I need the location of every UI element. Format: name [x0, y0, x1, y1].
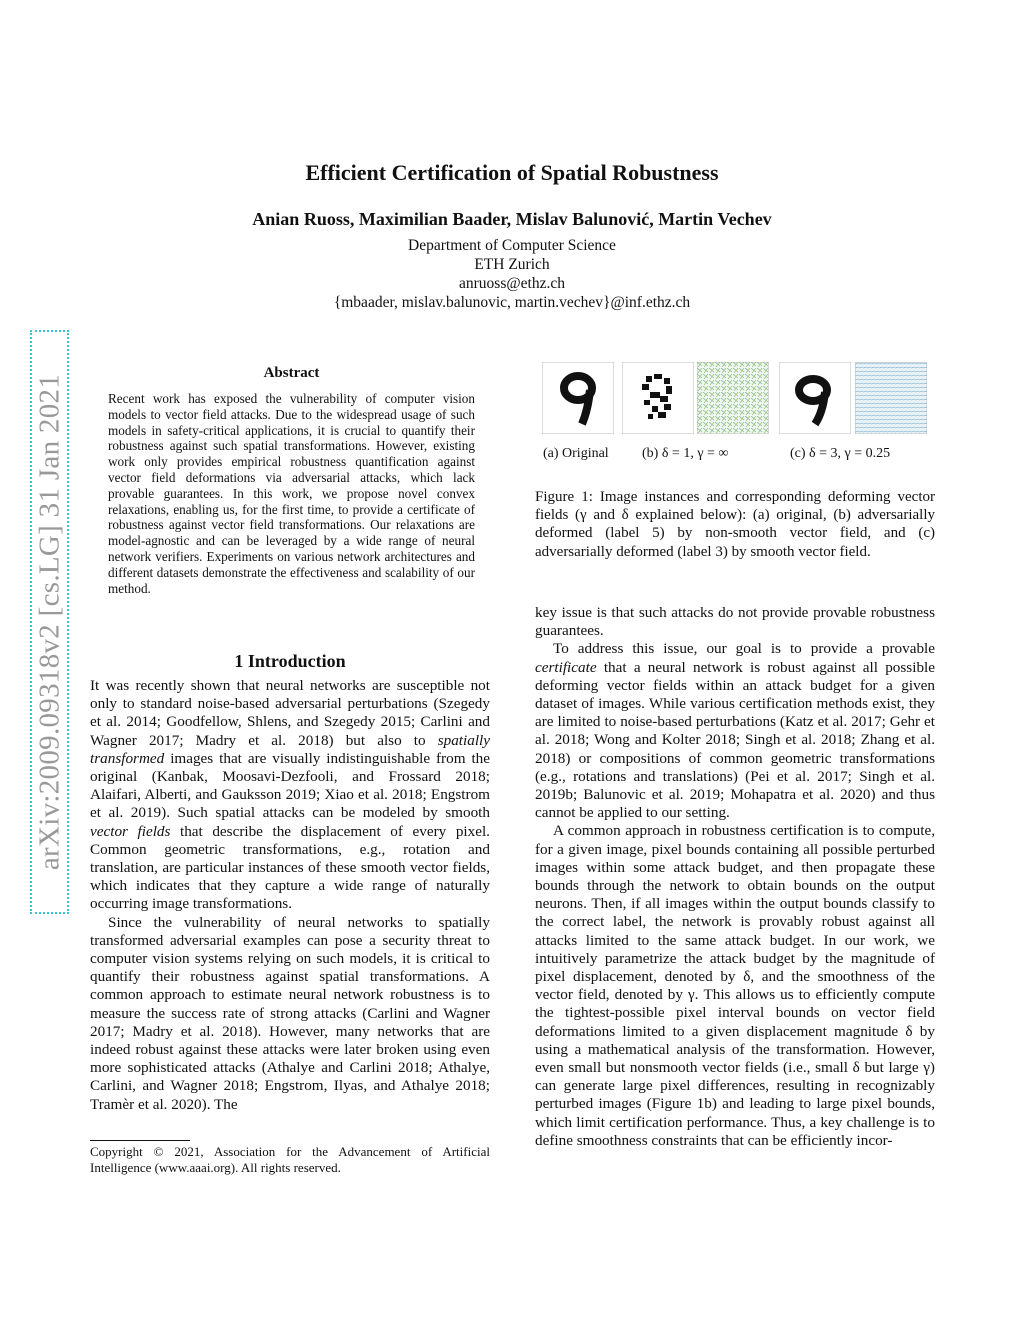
paper-title: Efficient Certification of Spatial Robustness — [305, 160, 719, 185]
figure-smooth-deformed-digit — [779, 362, 851, 434]
figure-nonsmooth-deformed-digit — [622, 362, 694, 434]
affiliation-block — [0, 236, 1024, 312]
left-column-body — [90, 677, 490, 1114]
footnote-rule — [90, 1140, 190, 1141]
subcaption-c: (c) δ = 3, γ = 0.25 — [790, 446, 891, 461]
figure-nonsmooth-vector-field — [697, 362, 769, 434]
affiliation-department: Department of Computer Science — [408, 237, 616, 254]
abstract-heading: Abstract — [263, 365, 320, 381]
affiliation-institution: ETH Zurich — [474, 256, 550, 273]
intro-paragraph-2: Since the vulnerability of neural networks to spatially transformed adversarial examples can pose a security threat to computer vision systems relying on such models, it is critical to quantify their robustness against spatial transformations. A common approach to estimate neural network robustness is to measure the success rate of strong attacks (Carlini and Wagner 2017; Madry et al. 2018). However, many networks that are indeed robust against these attacks were later broken using even more sophisticated attacks (Athalye and Carlini 2018; Athalye, Carlini, and Wagner 2018; Engstrom, Ilyas, and Athalye 2018; Tramèr et al. 2020). The — [90, 913, 490, 1113]
affiliation-emails-group: {mbaader, mislav.balunovic, martin.vechev}@inf.ethz.ch — [333, 294, 691, 311]
subcaption-a: (a) Original — [543, 446, 609, 461]
figure-smooth-vector-field — [855, 362, 927, 434]
right-paragraph-2: To address this issue, our goal is to provide a provable certificate that a neural network is robust against all possible deforming vector fields within an attack budget for a given dataset of images. While various certification methods exist, they are limited to noise-based perturbations (Katz et al. 2017; Gehr et al. 2018; Wong and Kolter 2018; Singh et al. 2018; Zhang et al. 2018) or compositions of common geometric transformations (e.g., rotations and translations) (Pei et al. 2017; Singh et al. 2019b; Balunovic et al. 2019; Mohapatra et al. 2020) and thus cannot be applied to our setting. — [535, 640, 935, 822]
section-heading-introduction: 1 Introduction — [234, 651, 346, 671]
right-paragraph-3: A common approach in robustness certification is to compute, for a given image, pixel bounds containing all possible perturbed images within some attack budget, and then propagate these bounds through the network to obtain bounds on the output neurons. Then, if all images within the output bounds classify to the correct label, the network is provably robust against all attacks limited to the same attack budget. In our work, we intuitively parametrize the attack budget by the magnitude of pixel displacement, denoted by δ, and the smoothness of the vector field, denoted by γ. This allows us to efficiently compute the tightest-possible pixel interval bounds on vector field deformations limited to a given displacement magnitude δ by using a mathematical analysis of the transformation. However, even small but nonsmooth vector fields (i.e., small δ but large γ) can generate large pixel differences, resulting in recognizably perturbed images (Figure 1b) and leading to large pixel bounds, which limit certification performance. Thus, a key challenge is to define smoothness constraints that can be efficiently incor- — [535, 822, 935, 1149]
affiliation-email: anruoss@ethz.ch — [459, 275, 565, 292]
right-paragraph-1: key issue is that such attacks do not provide provable robustness guarantees. — [535, 604, 935, 640]
arxiv-stamp-text: arXiv:2009.09318v2 [cs.LG] 31 Jan 2021 — [33, 373, 65, 871]
subcaption-b: (b) δ = 1, γ = ∞ — [642, 446, 729, 461]
right-column-body — [535, 604, 935, 1150]
copyright-footnote: Copyright © 2021, Association for the Advancement of Artificial Intelligence (www.aaai.org). All rights reserved. — [90, 1144, 490, 1175]
arxiv-stamp — [30, 330, 69, 914]
author-list: Anian Ruoss, Maximilian Baader, Mislav Balunović, Martin Vechev — [252, 209, 772, 229]
abstract-text: Recent work has exposed the vulnerability of computer vision models to vector field attacks. Due to the widespread usage of such models in safety-critical applications, it is crucial to quantify their robustness against such spatial transformations. However, existing work only provides empirical robustness quantification against vector field deformations via adversarial attacks, which lack provable guarantees. In this work, we propose novel convex relaxations, enabling us, for the first time, to provide a certificate of robustness against vector field transformations. Our relaxations are model-agnostic and can be leveraged by a wide range of neural network verifiers. Experiments on various network architectures and different datasets demonstrate the effectiveness and scalability of our method. — [108, 391, 475, 596]
figure-original-digit — [542, 362, 614, 434]
figure-caption: Figure 1: Image instances and corresponding deforming vector fields (γ and δ explained below): (a) original, (b) adversarially deformed (label 5) by non-smooth vector field, and (c) adversarially deformed (label 3) by smooth vector field. — [535, 489, 935, 560]
intro-paragraph-1: It was recently shown that neural networks are susceptible not only to standard noise-based adversarial perturbations (Szegedy et al. 2014; Goodfellow, Shlens, and Szegedy 2015; Carlini and Wagner 2017; Madry et al. 2018) but also to spatially transformed images that are visually indistinguishable from the original (Kanbak, Moosavi-Dezfooli, and Frossard 2018; Alaifari, Alberti, and Gauksson 2019; Xiao et al. 2018; Engstrom et al. 2019). Such spatial attacks can be modeled by smooth vector fields that describe the displacement of every pixel. Common geometric transformations, e.g., rotation and translation, are particular instances of these smooth vector fields, which indicates that they capture a wide range of naturally occurring image transformations. — [90, 677, 490, 913]
